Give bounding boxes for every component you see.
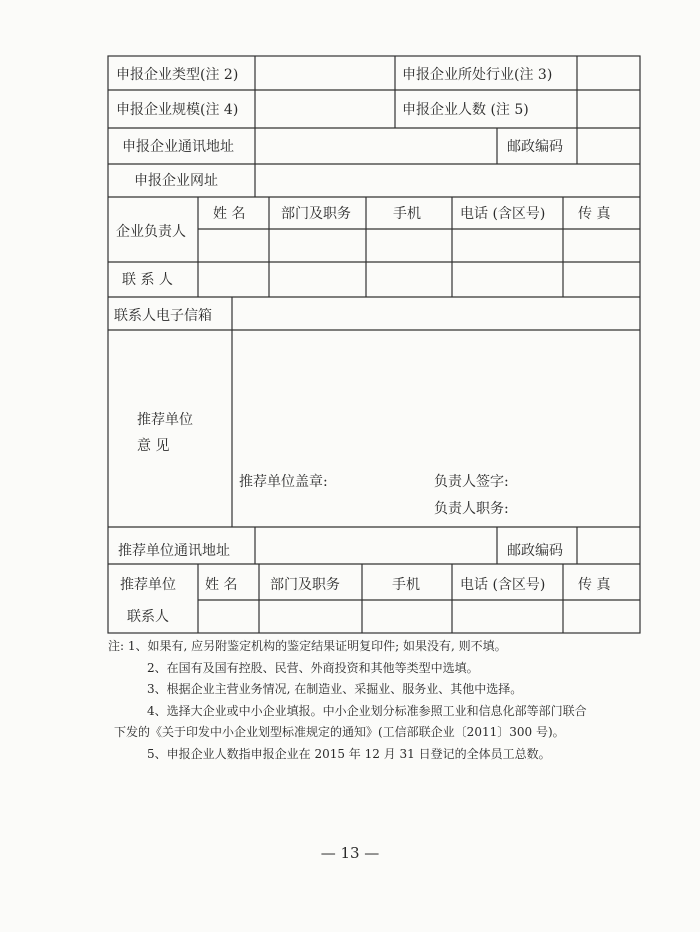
leader-mobile-field[interactable] [367, 230, 451, 261]
rec-fax-header: 传 真 [578, 577, 611, 593]
recommender-postcode-label: 邮政编码 [507, 543, 563, 559]
company-scale-label: 申报企业规模(注 4) [116, 102, 239, 118]
recommender-address-field[interactable] [256, 528, 496, 563]
industry-field[interactable] [578, 57, 639, 89]
rec-dept-header: 部门及职务 [270, 577, 340, 593]
recommender-postcode-field[interactable] [578, 528, 639, 563]
rec-contact-fax-field[interactable] [564, 601, 639, 632]
leader-dept-field[interactable] [270, 230, 365, 261]
phone-header: 电话 (含区号) [460, 206, 546, 222]
leader-signature-label: 负责人签字: [434, 474, 509, 490]
contact-email-label: 联系人电子信箱 [114, 308, 212, 324]
contact-mobile-field[interactable] [367, 263, 451, 296]
contact-dept-field[interactable] [270, 263, 365, 296]
note-1: 注: 1、如果有, 应另附鉴定机构的鉴定结果证明复印件; 如果没有, 则不填。 [108, 639, 507, 653]
company-leader-label: 企业负责人 [116, 224, 186, 240]
rec-mobile-header: 手机 [392, 577, 420, 593]
note-2: 2、在国有及国有控股、民营、外商投资和其他等类型中选填。 [147, 660, 479, 675]
footnotes [108, 636, 648, 765]
employee-count-label: 申报企业人数 (注 5) [402, 102, 529, 118]
recommender-contact-label-line2: 联系人 [127, 609, 169, 625]
recommender-label-line1: 推荐单位 [137, 412, 193, 428]
contact-name-field[interactable] [199, 263, 268, 296]
employee-count-field[interactable] [578, 91, 639, 127]
dept-header: 部门及职务 [281, 206, 351, 222]
recommender-contact-label-line1: 推荐单位 [120, 577, 176, 593]
rec-contact-mobile-field[interactable] [363, 601, 451, 632]
recommendation-opinion-field[interactable] [233, 331, 639, 526]
leader-phone-field[interactable] [453, 230, 562, 261]
fax-header: 传 真 [578, 206, 611, 222]
rec-contact-phone-field[interactable] [453, 601, 562, 632]
rec-contact-name-field[interactable] [199, 601, 258, 632]
page-number: — 13 — [320, 844, 380, 862]
leader-fax-field[interactable] [564, 230, 639, 261]
contact-phone-field[interactable] [453, 263, 562, 296]
company-type-field[interactable] [256, 57, 394, 89]
company-address-label: 申报企业通讯地址 [122, 139, 234, 155]
contact-email-field[interactable] [233, 298, 639, 329]
recommender-address-label: 推荐单位通讯地址 [118, 543, 230, 559]
recommender-seal-label: 推荐单位盖章: [239, 474, 328, 490]
name-header: 姓 名 [213, 206, 246, 222]
company-scale-field[interactable] [256, 91, 394, 127]
contact-fax-field[interactable] [564, 263, 639, 296]
note-4: 4、选择大企业或中小企业填报。中小企业划分标准参照工业和信息化部等部门联合 [147, 703, 587, 718]
note-5: 5、申报企业人数指申报企业在 2015 年 12 月 31 日登记的全体员工总数。 [147, 746, 551, 761]
website-label: 申报企业网址 [134, 173, 218, 189]
contact-person-label: 联 系 人 [122, 272, 173, 288]
rec-name-header: 姓 名 [205, 577, 238, 593]
mobile-header: 手机 [393, 206, 421, 222]
recommender-label-line2: 意 见 [137, 438, 170, 454]
company-type-label: 申报企业类型(注 2) [116, 67, 239, 83]
rec-phone-header: 电话 (含区号) [460, 577, 546, 593]
leader-position-label: 负责人职务: [434, 501, 509, 517]
note-4-continued: 下发的《关于印发中小企业划型标准规定的通知》(工信部联企业〔2011〕300 号)。 [114, 725, 565, 739]
rec-contact-dept-field[interactable] [260, 601, 361, 632]
company-address-field[interactable] [256, 129, 496, 163]
website-field[interactable] [256, 165, 639, 196]
postcode-field[interactable] [578, 129, 639, 163]
leader-name-field[interactable] [199, 230, 268, 261]
postcode-label: 邮政编码 [507, 139, 563, 155]
note-3: 3、根据企业主营业务情况, 在制造业、采掘业、服务业、其他中选择。 [147, 682, 523, 696]
industry-label: 申报企业所处行业(注 3) [402, 67, 553, 83]
